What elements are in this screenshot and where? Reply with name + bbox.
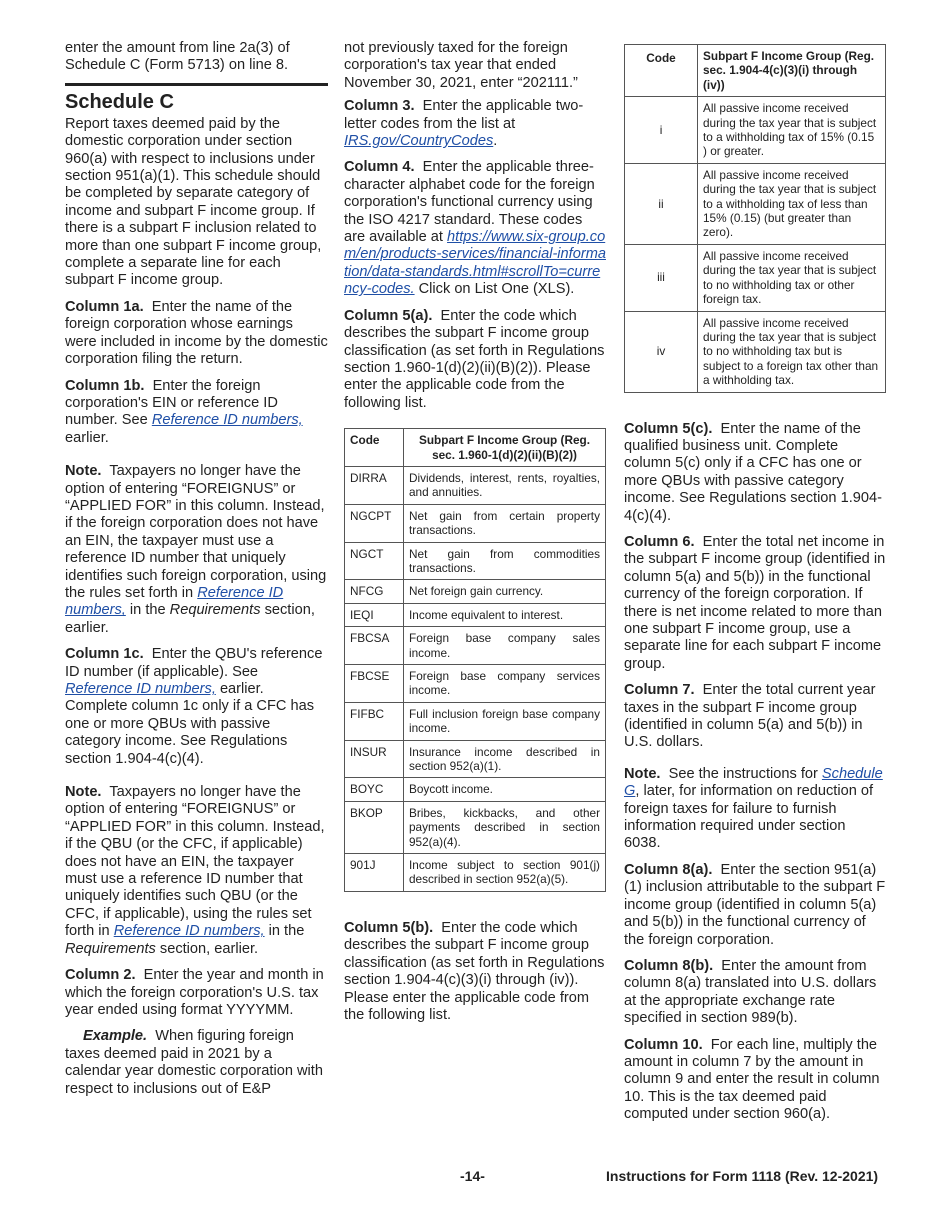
currency-codes-link[interactable]: https://www.six-group.com/en/products-services/financial-information/data-standards.html#scrollTo=currency-codes. — [344, 229, 606, 298]
column-1b-label: Column 1b. — [65, 377, 145, 394]
column-1c-para — [65, 646, 328, 768]
column-10-text: For each line, multiply the amount in column 7 by the amount in column 9 and enter the result in column 10. This is the tax deemed paid computed under section 960(a). — [624, 1036, 880, 1123]
column-6-para — [624, 534, 886, 673]
table-cell-code: FBCSA — [345, 627, 404, 665]
table-cell-desc: Foreign base company sales income. — [404, 627, 606, 665]
table-row — [345, 466, 606, 504]
column-1c-text: Enter the QBU's reference ID number (if applicable). See — [65, 646, 323, 680]
column-1a-para — [65, 299, 328, 369]
column-1b-text: Enter the foreign corporation's EIN or reference ID number. See — [65, 377, 278, 429]
reference-id-link[interactable]: Reference ID numbers, — [151, 412, 303, 429]
column-8b-label: Column 8(b). — [624, 957, 714, 974]
continued-text: not previously taxed for the foreign corporation's tax year that ended November 30, 2021, enter “202111.” — [344, 40, 578, 91]
column-7-label: Column 7. — [624, 682, 695, 699]
table-cell-code: NFCG — [345, 580, 404, 603]
column-6-text: Enter the total net income in the subpart F income group (identified in column 5(a) and 5(b)) in the functional currency of the foreign corporation. If there is net income related to more than one subpart F income group, use a separate line for each subpart F income group. — [624, 533, 886, 672]
intro-text: enter the amount from line 2a(3) of Schedule C (Form 5713) on line 8. — [65, 40, 290, 74]
note-1-text: Taxpayers no longer have the option of entering “FOREIGNUS” or “APPLIED FOR” in this column. Instead, if the foreign corporation does not have an EIN, the taxpayer must use a reference ID number that uniquely identifies such foreign corporation, using the rules set forth in — [65, 463, 327, 601]
column-7-text: Enter the total current year taxes in the subpart F income group (identified in column 5(a) and 5(b)) in U.S. dollars. — [624, 682, 876, 751]
section-divider — [65, 83, 328, 86]
column-5b-para — [344, 920, 606, 1024]
table-cell-code: iii — [625, 244, 698, 311]
table-cell-desc: Full inclusion foreign base company income. — [404, 702, 606, 740]
note-label: Note. — [624, 765, 661, 782]
table-cell-code: i — [625, 97, 698, 164]
table-cell-desc: All passive income received during the tax year that is subject to a withholding tax of less than 15% (0.15) (but greater than zero). — [698, 163, 886, 244]
note-para — [624, 766, 886, 853]
column-8a-text: Enter the section 951(a)(1) inclusion attributable to the subpart F income group (identified in column 5(a) and 5(b)) in the functional currency of the foreign corporation. — [624, 861, 886, 948]
schedule-g-link[interactable]: Schedule G — [624, 765, 883, 800]
column-8b-text: Enter the amount from column 8(a) translated into U.S. dollars at the appropriate exchange rate specified in section 989(b). — [624, 957, 877, 1027]
column-3-label: Column 3. — [344, 98, 415, 115]
table-row — [625, 163, 886, 244]
column-1a-label: Column 1a. — [65, 298, 144, 315]
example-label: Example. — [83, 1028, 148, 1045]
subpart-f-5b-table — [624, 44, 886, 393]
table-cell-desc: Net gain from commodities transactions. — [404, 542, 606, 580]
example-text: When figuring foreign taxes deemed paid in 2021 by a calendar year domestic corporation with respect to inclusions out of E&P — [65, 1028, 323, 1097]
reference-id-link[interactable]: Reference ID numbers, — [65, 681, 216, 697]
column-5c-para — [624, 421, 886, 525]
table-cell-desc: All passive income received during the tax year that is subject to a withholding tax of 15% (0.15 ) or greater. — [698, 97, 886, 164]
column-5a-para — [344, 308, 606, 412]
column-1 — [65, 40, 328, 1107]
column-1c-label: Column 1c. — [65, 646, 144, 663]
column-2-para — [65, 967, 328, 1019]
table-cell-desc: Foreign base company services income. — [404, 665, 606, 703]
table-row — [345, 702, 606, 740]
note-2-requirements: Requirements — [65, 940, 156, 957]
column-1c-after: earlier. Complete column 1c only if a CFC has one or more QBUs with passive category income. See Regulations section 1.904-4(c)(4). — [65, 681, 315, 767]
table-cell-desc: Income equivalent to interest. — [404, 603, 606, 626]
column-8a-para — [624, 862, 886, 949]
note-2-end: section, earlier. — [159, 940, 259, 957]
column-5c-label: Column 5(c). — [624, 420, 713, 437]
note-1-mid: in the — [129, 602, 166, 619]
table-cell-desc: Net foreign gain currency. — [404, 580, 606, 603]
column-4-label: Column 4. — [344, 159, 415, 176]
table-cell-code: IEQI — [345, 603, 404, 626]
table-header-code: Code — [625, 45, 698, 97]
column-4-para — [344, 159, 606, 298]
column-1b-after: earlier. — [65, 429, 109, 446]
reference-id-link[interactable]: Reference ID numbers, — [65, 584, 284, 619]
country-codes-link[interactable]: IRS.gov/CountryCodes — [344, 133, 494, 150]
table-cell-code: NGCPT — [345, 504, 404, 542]
example-para — [65, 1028, 328, 1098]
column-4-end: Click on List One (XLS). — [418, 281, 575, 298]
table-row — [345, 801, 606, 853]
table-row — [345, 580, 606, 603]
table-cell-code: 901J — [345, 854, 404, 892]
table-cell-desc: Boycott income. — [404, 778, 606, 801]
table-cell-desc: Insurance income described in section 952(a)(1). — [404, 740, 606, 778]
note-1-requirements: Requirements — [169, 602, 261, 619]
schedule-c-heading: Schedule C — [65, 90, 174, 113]
column-2-text: Enter the year and month in which the foreign corporation's U.S. tax year ended using format YYYYMM. — [65, 967, 324, 1018]
table-row — [625, 244, 886, 311]
reference-id-link[interactable]: Reference ID numbers, — [113, 923, 265, 940]
table-header-group: Subpart F Income Group (Reg. sec. 1.960-1(d)(2)(ii)(B)(2)) — [404, 429, 606, 467]
note-1-para — [65, 463, 328, 637]
column-1a-text: Enter the name of the foreign corporation whose earnings were included in income by the domestic corporation filing the return. — [65, 298, 328, 368]
table-cell-code: DIRRA — [345, 466, 404, 504]
table-cell-desc: Income subject to section 901(j) described in section 952(a)(5). — [404, 854, 606, 892]
column-8a-label: Column 8(a). — [624, 861, 713, 878]
table-cell-desc: Net gain from certain property transactions. — [404, 504, 606, 542]
note-after: , later, for information on reduction of foreign taxes for failure to furnish information required under section 6038. — [624, 783, 874, 852]
note-2-mid: in the — [268, 923, 305, 940]
page-number: -14- — [460, 1168, 485, 1184]
subpart-f-5a-table — [344, 428, 606, 892]
column-3 — [624, 44, 886, 1133]
table-row — [345, 504, 606, 542]
column-10-para — [624, 1037, 886, 1124]
table-row — [345, 740, 606, 778]
table-header-row — [625, 45, 886, 97]
table-row — [625, 311, 886, 392]
column-6-label: Column 6. — [624, 533, 695, 550]
table-header-code: Code — [345, 429, 404, 467]
table-row — [345, 627, 606, 665]
form-title-footer: Instructions for Form 1118 (Rev. 12-2021) — [606, 1168, 879, 1184]
column-3-para — [344, 98, 606, 150]
column-3-text: Enter the applicable two-letter codes from the list at — [344, 98, 584, 132]
table-cell-code: NGCT — [345, 542, 404, 580]
column-5b-text: Enter the code which describes the subpart F income group classification (as set forth in Regulations section 1.904-4(c)(3)(i) through (iv)). Please enter the applicable code from the following list. — [344, 919, 605, 1023]
column-5a-label: Column 5(a). — [344, 307, 433, 324]
note-text: See the instructions for — [668, 765, 818, 782]
table-cell-code: BKOP — [345, 801, 404, 853]
column-1b-para — [65, 378, 328, 448]
column-3-end: . — [493, 133, 498, 150]
table-cell-code: ii — [625, 163, 698, 244]
table-row — [345, 542, 606, 580]
column-5c-text: Enter the name of the qualified business unit. Complete column 5(c) only if a CFC has one or more QBUs with passive category income. See Regulations section 1.904-4(c)(4). — [624, 420, 882, 524]
note-2-para — [65, 784, 328, 958]
column-7-para — [624, 682, 886, 752]
table-cell-code: iv — [625, 311, 698, 392]
table-row — [345, 665, 606, 703]
note-1-label: Note. — [65, 463, 102, 480]
table-header-group: Subpart F Income Group (Reg. sec. 1.904-4(c)(3)(i) through (iv)) — [698, 45, 886, 97]
table-row — [345, 854, 606, 892]
column-2-label: Column 2. — [65, 967, 136, 984]
column-5b-label: Column 5(b). — [344, 919, 434, 936]
column-8b-para — [624, 958, 886, 1028]
table-row — [345, 778, 606, 801]
table-cell-desc: All passive income received during the tax year that is subject to no withholding tax but is subject to a foreign tax other than a withholding tax. — [698, 311, 886, 392]
column-4-text: Enter the applicable three-character alphabet code for the foreign corporation's functional currency using the ISO 4217 standard. These codes are available at — [344, 159, 595, 246]
column-10-label: Column 10. — [624, 1036, 703, 1053]
table-row — [345, 603, 606, 626]
table-cell-desc: Dividends, interest, rents, royalties, and annuities. — [404, 466, 606, 504]
table-cell-desc: Bribes, kickbacks, and other payments described in section 952(a)(4). — [404, 801, 606, 853]
table-cell-code: BOYC — [345, 778, 404, 801]
note-2-text: Taxpayers no longer have the option of entering “FOREIGNUS” or “APPLIED FOR” in this column. Instead, if the QBU (or the CFC, if applicable) does not have an EIN, the taxpayer must use a reference ID number that uniquely identifies such QBU (or the CFC, if applicable), using the rules set forth in — [65, 784, 325, 940]
table-header-row — [345, 429, 606, 467]
table-row — [625, 97, 886, 164]
table-cell-desc: All passive income received during the tax year that is subject to no withholding tax or other foreign tax. — [698, 244, 886, 311]
schedule-c-text: Report taxes deemed paid by the domestic corporation under section 960(a) with respect to inclusions under section 951(a)(1). This schedule should be completed by separate category of income and subpart F income group. If there is a subpart F inclusion related to more than one subpart F income group, complete a separate line for each subpart F income group. — [65, 115, 322, 289]
column-5a-text: Enter the code which describes the subpart F income group classification (as set forth in Regulations section 1.960-1(d)(2)(ii)(B)(2)). Please enter the applicable code from the following list. — [344, 307, 605, 411]
note-2-label: Note. — [65, 784, 102, 801]
table-cell-code: INSUR — [345, 740, 404, 778]
column-2 — [344, 40, 606, 1033]
table-cell-code: FIFBC — [345, 702, 404, 740]
table-cell-code: FBCSE — [345, 665, 404, 703]
note-1-end: section, earlier. — [65, 602, 315, 636]
